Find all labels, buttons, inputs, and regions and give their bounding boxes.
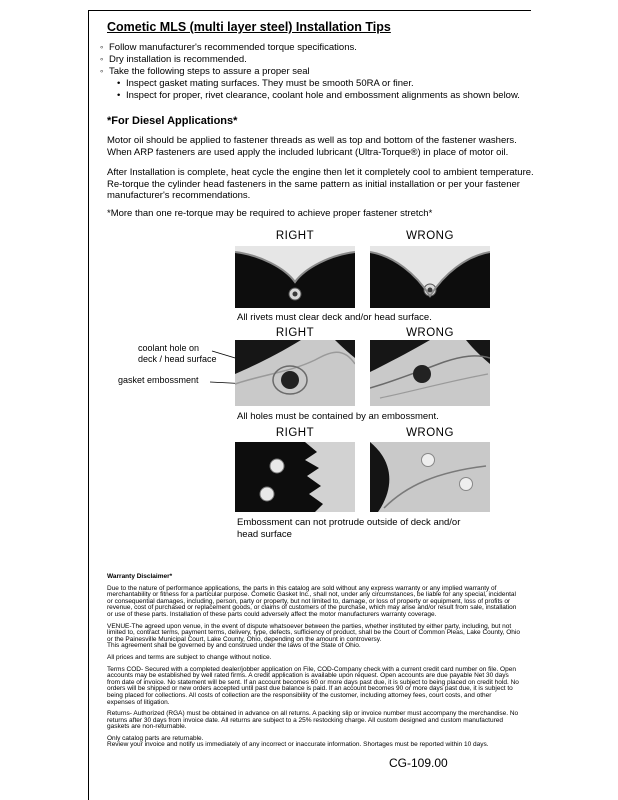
document-code: CG-109.00 — [389, 756, 448, 770]
retorque-note: *More than one re-torque may be required to achieve proper fastener stretch* — [107, 208, 433, 219]
page-title: Cometic MLS (multi layer steel) Installation Tips — [107, 20, 391, 34]
rivet-wrong-diagram — [370, 246, 490, 308]
list-item — [100, 66, 530, 78]
embossment-right-diagram — [235, 340, 355, 406]
dot-bullet-icon: • — [117, 78, 121, 89]
right-label-row3: RIGHT — [275, 427, 315, 439]
coolant-hole-label-line2: deck / head surface — [138, 354, 217, 364]
wrong-label-row1: WRONG — [406, 230, 454, 242]
legal-paragraph: Returns- Authorized (RGA) must be obtained in advance on all returns. A packing slip or invoice number must accompany the merchandise. No returns after 30 days from invoice date. All returns are subject to a 25% restocking charge. All custom designed and custom manufactured gaskets are non-returnable. — [107, 710, 519, 731]
rivet-right-diagram — [235, 246, 355, 308]
page-border-left — [88, 10, 89, 800]
legal-paragraph: This agreement shall be governed by and construed under the laws of the State of Ohio. — [107, 642, 361, 650]
diesel-applications-heading: *For Diesel Applications* — [107, 115, 238, 127]
circle-bullet-icon: ◦ — [100, 42, 104, 53]
gasket-embossment-label: gasket embossment — [118, 375, 199, 385]
bullet-text: Follow manufacturer's recommended torque specifications. — [109, 42, 357, 53]
list-item — [100, 90, 530, 102]
legal-section — [107, 574, 521, 754]
right-label-row2: RIGHT — [275, 327, 315, 339]
right-label-row1: RIGHT — [275, 230, 315, 242]
protrusion-wrong-diagram — [370, 442, 490, 512]
protrusion-right-diagram — [235, 442, 355, 512]
list-item — [100, 54, 530, 66]
legal-paragraph: All prices and terms are subject to change without notice. — [107, 653, 272, 661]
circle-bullet-icon: ◦ — [100, 66, 104, 77]
page-border-top — [88, 10, 531, 11]
legal-paragraph: Only catalog parts are returnable. — [107, 734, 204, 742]
circle-bullet-icon: ◦ — [100, 54, 104, 65]
rivet-caption: All rivets must clear deck and/or head surface. — [237, 312, 432, 323]
tips-list — [100, 42, 530, 102]
warranty-disclaimer-heading: Warranty Disclaimer* — [107, 573, 173, 580]
bullet-text: Dry installation is recommended. — [109, 54, 247, 65]
diesel-paragraph-2: After Installation is complete, heat cycle the engine then let it completely cool to ambient temperature. Re-torque the cylinder head fasteners in the same pattern as initial installation or per your fastener manufacturer's recommendations. — [107, 167, 534, 201]
list-item — [100, 42, 530, 54]
coolant-hole-label-line1: coolant hole on — [138, 343, 200, 353]
bullet-text: Inspect gasket mating surfaces. They must be smooth 50RA or finer. — [126, 78, 414, 89]
wrong-label-row3: WRONG — [406, 427, 454, 439]
diesel-paragraph-1: Motor oil should be applied to fastener threads as well as top and bottom of the fastener washers. When ARP fasteners are used apply the included lubricant (Ultra-Torque®) in place of motor oil. — [107, 135, 517, 158]
bullet-text: Inspect for proper, rivet clearance, coolant hole and embossment alignments as shown below. — [126, 90, 520, 101]
protrusion-caption: Embossment can not protrude outside of deck and/or head surface — [237, 517, 461, 540]
legal-paragraph: Review your invoice and notify us immediately of any incorrect or inaccurate information. Shortages must be reported within 10 days. — [107, 741, 489, 749]
embossment-wrong-diagram — [370, 340, 490, 406]
legal-paragraph: Due to the nature of performance applications, the parts in this catalog are sold without any express warranty or any implied warranty of merchantability or fitness for a particular purpose. Cometic Gasket Inc., shall not, under any circumstances, be liable for any special, incidental or consequential damages, including, person, party or property, but not limited to, damage, or loss of property or equipment, loss of profits or revenue, cost of purchased or replacement goods, or claims of customers of the purchase, which may arise and/or result from sale, installation or use of these parts. Installation of these parts could adversely affect the motor manufacturers warranty coverage. — [107, 584, 517, 618]
dot-bullet-icon: • — [117, 90, 121, 101]
bullet-text: Take the following steps to assure a proper seal — [109, 66, 310, 77]
list-item — [100, 78, 530, 90]
legal-paragraph: VENUE-The agreed upon venue, in the event of dispute whatsoever between the parties, whether instituted by either party, including, but not limited to, contract terms, payment terms, delivery, type, defects, sufficiency of product, shall be the Court of Common Pleas, Lake County, Ohio or the Painesville Municipal Court, Lake County, Ohio, depending on the amount in controversy. — [107, 622, 520, 643]
legal-paragraph: Terms COD- Secured with a completed dealer/jobber application on File, COD-Company check with a current credit card number on file. Open accounts may be established by well rated firms. A credit application is available upon request. Open accounts are due payable Net 30 days from date of invoice. No statement will be sent. If an account becomes 60 or more days past due, it is subject to being placed on credit hold. No orders will be shipped or new orders accepted until past due balance is paid. If an account becomes 90 or more days past due, it is subject to being placed for collections. All costs of collection are the responsibility of the customer, including attorney fees, court costs, and other expenses of litigation. — [107, 665, 519, 706]
holes-caption: All holes must be contained by an embossment. — [237, 411, 439, 422]
wrong-label-row2: WRONG — [406, 327, 454, 339]
